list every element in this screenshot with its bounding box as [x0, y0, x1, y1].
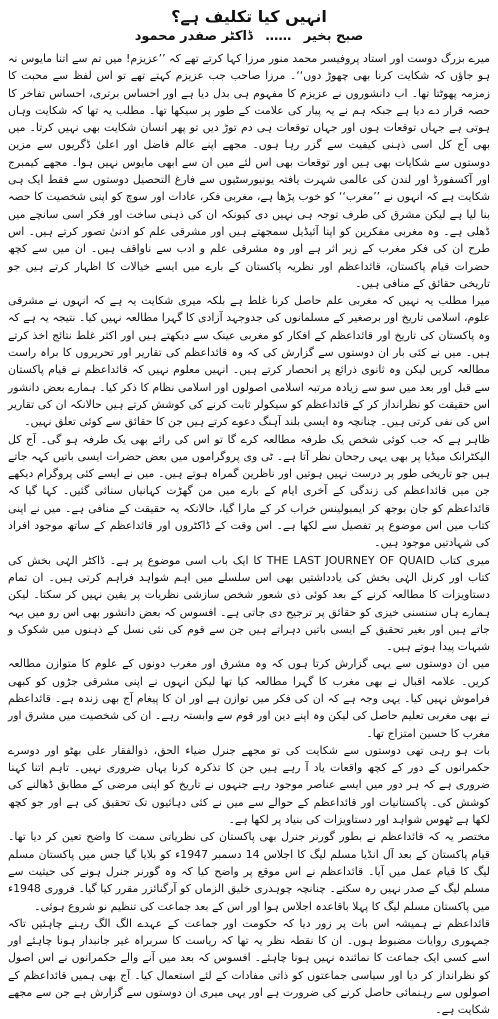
- article-paragraph: میں ان دوستوں سے یہی گزارش کرتا ہوں کہ وہ مشرق اور مغرب دونوں کے علوم کا متوازن مطالعہ کریں۔ علامہ اقبال نے بھی مغرب کا گہرا مطالعہ کیا تھا لیکن انہوں نے اپنی مشرقی جڑوں کو کبھی فراموش نہیں کیا۔ یہی وجہ ہے کہ ان کی فکر میں توازن ہے اور ان کا پیغام آج بھی زندہ ہے۔ قائداعظم نے بھی مغربی تعلیم حاصل کی لیکن وہ اپنے دین اور قوم سے وابستہ رہے۔ ان کی شخصیت میں مشرق اور مغرب کا حسین امتزاج تھا۔: [8, 657, 490, 740]
- article-body: [8, 50, 490, 1019]
- byline: [8, 28, 490, 46]
- article-paragraph: میری کتاب THE LAST JOURNEY OF QUAID کا ایک باب اسی موضوع پر ہے۔ ڈاکٹر الہٰی بخش کی کتاب اور کرنل الہٰی بخش کی یادداشتیں بھی اس سلسلے میں اہم شواہد فراہم کرتی ہیں۔ ان تمام دستاویزات کا مطالعہ کرنے کے بعد کوئی ذی شعور شخص سازشی نظریات پر یقین نہیں کر سکتا۔ لیکن ہمارے ہاں سنسنی خیزی کو حقائق پر ترجیح دی جاتی ہے۔ افسوس کہ بعض دانشور بھی اس رو میں بہہ جاتے ہیں اور بغیر تحقیق کے ایسی باتیں دہراتے ہیں جن سے قوم کی نئی نسل کے ذہنوں میں شکوک و شبہات پیدا ہوتے ہیں۔: [8, 553, 490, 654]
- byline-prefix: صبح بخیر: [303, 29, 364, 44]
- article-paragraph: میرے بزرگ دوست اور استاد پروفیسر محمد منور مرزا کہا کرتے تھے کہ ’’عزیزم! میں تم سے اتنا مایوس نہ ہو جاؤں کہ شکایت کرنا بھی چھوڑ دوں‘‘۔ مرزا صاحب جب عزیزم کہتے تھے تو اس لفظ سے محبت کا زمزمہ پھوٹتا تھا۔ اب دانشوروں نے عزیزم کا مفہوم ہی بدل دیا ہے اور احساس برتری، احساس تفاخر کا حصہ قرار دے دیا ہے جبکہ ہم نے یہ پیار کی علامت کے طور پر سیکھا تھا۔ مطلب یہ تھا کہ شکایت وہاں ہوتی ہے جہاں توقعات ہوں اور جہاں توقعات ہی دم توڑ دیں تو پھر انسان شکایت بھی نہیں کرتا۔ میں بھی آج کل اسی ذہنی کیفیت سے گزر رہا ہوں۔ مجھے اپنے عالم فاضل اور اعلیٰ ڈگریوں سے مزین دوستوں سے شکایات بھی ہیں اور توقعات بھی اس لئے میں ان سے ابھی مایوس نہیں ہوا۔ مجھے کیمبرج اور آکسفورڈ اور لندن کی عالمی شہرت یافتہ یونیورسٹیوں سے فارغ التحصیل دوستوں سے فقط ایک ہی شکایت ہے کہ انہوں نے ’’مغرب‘‘ کو خوب پڑھا ہے، مغربی فکر، عادات اور سوچ کو اپنی شخصیت کا حصہ بنا لیا ہے لیکن مشرق کی طرف توجہ ہی نہیں دی کیونکہ ان کی ذہنی ساخت اور فکر اسی سانچے میں ڈھلی ہے۔ وہ مغربی مفکرین کو اپنا آئیڈیل سمجھتے ہیں اور مشرقی علم کو ادنیٰ تصور کرتے ہیں۔ اس طرح ان کی فکر مغرب کے زیر اثر ہے اور وہ مشرقی علم و ادب سے ناواقف ہیں۔ ان میں سے کچھ حضرات قیام پاکستان، قائداعظم اور نظریہ پاکستان کے بارے میں ایسے خیالات کا اظہار کرتے ہیں جو تاریخی حقائق کے منافی ہیں۔: [8, 52, 490, 290]
- article-paragraph: ظاہر ہے کہ جب کوئی شخص یک طرفہ مطالعہ کرے گا تو اس کی رائے بھی یک طرفہ ہو گی۔ آج کل الیکٹرانک میڈیا پر بھی یہی رجحان نظر آتا ہے۔ ٹی وی پروگراموں میں بعض حضرات ایسی باتیں کہہ جاتے ہیں جو تاریخی طور پر درست نہیں ہوتیں اور ناظرین گمراہ ہوتے ہیں۔ میں نے ایسے کئی پروگرام دیکھے جن میں قائداعظم کی زندگی کے آخری ایام کے بارے میں من گھڑت کہانیاں سنائی گئیں۔ کہا گیا کہ قائداعظم کو جان بوجھ کر ایمبولینس خراب کر کے مارا گیا، حالانکہ یہ حقیقت کے منافی ہے۔ میں نے اپنی کتاب میں اس موضوع پر تفصیل سے لکھا ہے۔ اس وقت کے ڈاکٹروں اور قائداعظم کے ساتھ موجود افراد کی شہادتیں موجود ہیں۔: [8, 432, 490, 550]
- article-paragraph: بات ہو رہی تھی دوستوں سے شکایت کی تو مجھے جنرل ضیاء الحق، ذوالفقار علی بھٹو اور دوسرے حکمرانوں کے دور کے کچھ واقعات یاد آ رہے ہیں جن کا تذکرہ کرنا یہاں ضروری نہیں۔ تاہم اتنا کہنا ضروری ہے کہ ہر دور میں ایسے عناصر موجود رہے جنہوں نے تاریخ کو اپنی مرضی کے مطابق ڈھالنے کی کوشش کی۔ پاکستانیات اور قائداعظم کے حوالے سے میں نے کئی دہائیوں تک تحقیق کی ہے اور جو کچھ لکھا ہے ٹھوس شواہد اور دستاویزات کی بنیاد پر لکھا ہے۔: [8, 743, 490, 827]
- article-title: انہیں کیا تکلیف ہے؟: [171, 7, 327, 26]
- byline-separator: ……: [265, 29, 292, 44]
- author-name: ڈاکٹر صفدر محمود: [134, 29, 253, 44]
- article-paragraph: میرا مطلب یہ نہیں کہ مغربی علم حاصل کرنا غلط ہے بلکہ میری شکایت یہ ہے کہ انہوں نے مشرقی علوم، اسلامی تاریخ اور برصغیر کے مسلمانوں کی جدوجہد آزادی کا گہرا مطالعہ نہیں کیا۔ نتیجہ یہ ہے کہ وہ پاکستان کی تاریخ اور قائداعظم کے افکار کو مغربی عینک سے دیکھتے ہیں اور اکثر غلط نتائج اخذ کرتے ہیں۔ میں نے کئی بار ان دوستوں سے گزارش کی کہ وہ قائداعظم کی تقاریر اور تحریروں کا براہ راست مطالعہ کریں لیکن وہ ثانوی ذرائع پر انحصار کرتے ہیں۔ انہیں معلوم نہیں کہ قائداعظم نے قیام پاکستان سے قبل اور بعد میں سو سے زیادہ مرتبہ اسلامی اصولوں اور اسلامی نظام کا ذکر کیا۔ ہمارے بعض دانشور اس حقیقت کو نظرانداز کر کے قائداعظم کو سیکولر ثابت کرنے کی کوشش کرتے ہیں حالانکہ ان کی تقاریر اس کی نفی کرتی ہیں۔ چنانچہ وہ ایسی بلند آہنگ دعوے کرتے ہیں جن کا حقائق سے کوئی تعلق نہیں۔: [8, 294, 490, 429]
- article-paragraph: مختصر یہ کہ قائداعظم نے بطور گورنر جنرل بھی پاکستان کی نظریاتی سمت کا واضح تعین کر دیا تھا۔ قیام پاکستان کے بعد آل انڈیا مسلم لیگ کا اجلاس 14 دسمبر 1947ء کو بلایا گیا جس میں پاکستان مسلم لیگ کا قیام عمل میں آیا۔ قائداعظم نے اس موقع پر واضح کیا کہ وہ گورنر جنرل ہونے کی حیثیت سے مسلم لیگ کے صدر نہیں رہ سکتے۔ چنانچہ چوہدری خلیق الزماں کو آرگنائزر مقرر کیا گیا۔ فروری 1948ء میں پاکستان مسلم لیگ کا پہلا باقاعدہ اجلاس ہوا اور اس کے بعد جماعت کی تنظیم نو شروع ہوئی۔: [8, 830, 490, 913]
- article-paragraph: قائداعظم نے ہمیشہ اس بات پر زور دیا کہ حکومت اور جماعت کے عہدے الگ الگ رہنے چاہئیں تاکہ جمہوری روایات مضبوط ہوں۔ ان کا نقطہ نظر یہ تھا کہ ریاست کا سربراہ غیر جانبدار ہونا چاہئے اور اسے کسی ایک جماعت کا نمائندہ نہیں ہونا چاہئے۔ افسوس کہ بعد میں آنے والے حکمرانوں نے اس اصول کو نظرانداز کر دیا اور سیاسی جماعتوں کو ذاتی مفادات کے لئے استعمال کیا۔ آج بھی ہمیں قائداعظم کے اصولوں سے رہنمائی حاصل کرنے کی ضرورت ہے اور یہی میری ان دوستوں سے گزارش ہے جن سے مجھے شکایت ہے۔: [8, 916, 490, 1017]
